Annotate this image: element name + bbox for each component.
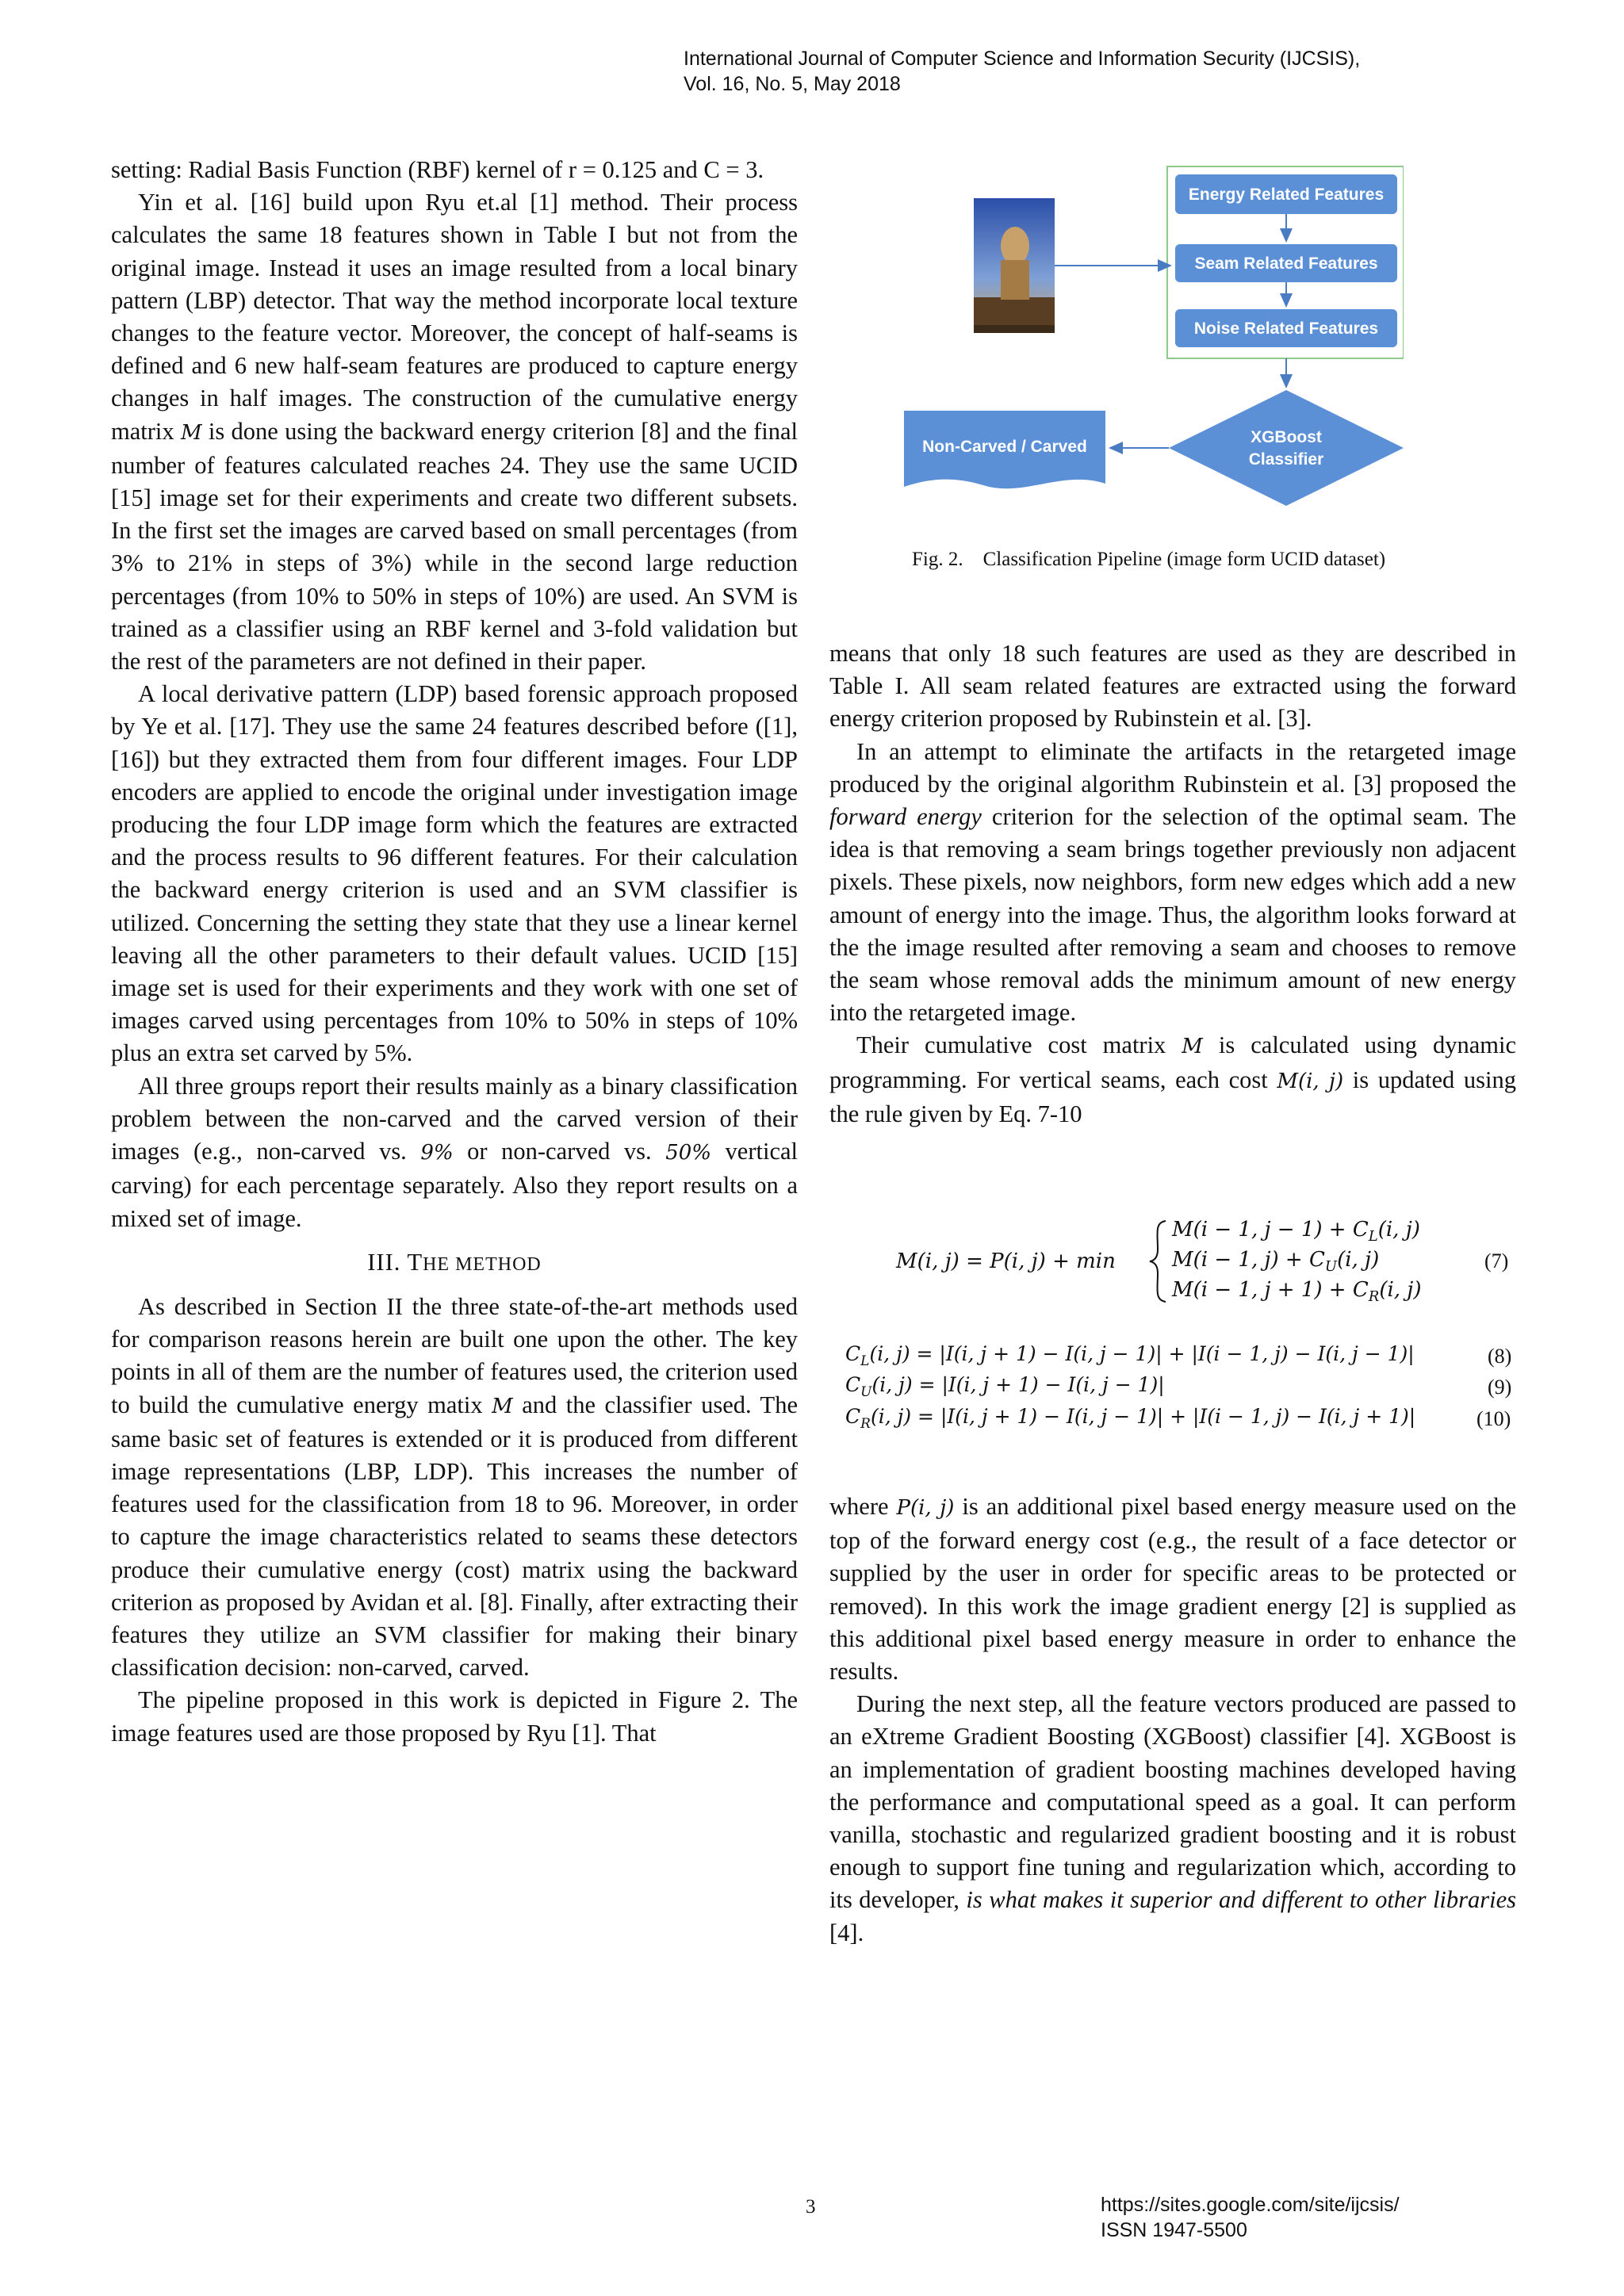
svg-text:Non-Carved / Carved: Non-Carved / Carved <box>922 438 1087 456</box>
xgboost-classifier-diamond <box>1169 390 1404 506</box>
paragraph-cost-matrix: Their cumulative cost matrix M is calculated using dynamic programming. For vertical seams, each cost M(i, j) is updated using the rule given by Eq. 7-10 <box>829 1031 1516 1127</box>
paragraph-pixel-energy: where P(i, j) is an additional pixel based energy measure used on the top of the forward energy cost (e.g., the result of a face detector or supplied by the user in order for specific areas to be protected or removed). In this work the image gradient energy [2] is supplied as this additional pixel based energy measure in order to enhance the results. <box>829 1493 1517 1686</box>
sample-image <box>974 198 1055 333</box>
paragraph-setting: setting: Radial Basis Function (RBF) kernel of r = 0.125 and C = 3. <box>111 156 764 183</box>
header-volume: Vol. 16, No. 5, May 2018 <box>684 73 901 95</box>
equation-8: $C_L(i$, j) = |I(i, j + 1) − I(i, j − 1)| + |I(i − 1, j) − I(i, j − 1)| <box>845 1342 1415 1369</box>
paragraph-xgboost: During the next step, all the feature vectors produced are passed to an eXtreme Gradient Boosting (XGBoost) classifier [4]. XGBoost is an implementation of gradient boosting machines developed having the performance and computational speed as a goal. It can perform vanilla, stochastic and regularized gradient boosting and it is robust enough to support fine tuning and regularization which, according to its developer, is what makes it superior and different to other libraries [4]. <box>829 1690 1517 1946</box>
equation-10-number: (10) <box>1477 1407 1511 1430</box>
paragraph-ldp: A local derivative pattern (LDP) based forensic approach proposed by Ye et al. [17]. They use the same 24 features described before ([1], [16]) but they extracted them from four different images. Four LDP encoders are applied to encode the original under investigation image producing the four LDP image form which the features are extracted and the process results to 96 different features. For their calculation the backward energy criterion is used and an SVM classifier is utilized. Concerning the setting they state that they use a linear kernel leaving all the other parameters to their default values. UCID [15] image set is used for their experiments and they work with one set of images carved using percentages from 10% to 50% in steps of 10% plus an extra set carved by 5%. <box>111 680 798 1067</box>
equation-9-number: (9) <box>1488 1376 1512 1399</box>
box-seam-features <box>1175 244 1397 282</box>
pipeline-figure <box>896 159 1404 531</box>
equation-10: $C_R(i$, j) = |I(i, j + 1) − I(i, j − 1)| + |I(i − 1, j) − I(i, j + 1)| <box>845 1405 1416 1432</box>
right-column-bottom <box>829 1490 1516 1950</box>
equation-7-number: (7) <box>1484 1249 1509 1272</box>
svg-text:Energy Related Features: Energy Related Features <box>1188 186 1385 204</box>
math-9pct: 9% <box>420 1141 454 1165</box>
footer-info <box>1101 2192 1400 2243</box>
paragraph-pipeline: The pipeline proposed in this work is depicted in Figure 2. The image features used are those proposed by Ryu [1]. That <box>111 1686 798 1747</box>
math-50pct: 50% <box>665 1141 711 1165</box>
output-document <box>904 411 1105 488</box>
svg-text:Seam Related Features: Seam Related Features <box>1194 254 1378 273</box>
page-number: 3 <box>806 2196 816 2218</box>
paragraph-results: All three groups report their results mainly as a binary classification problem between the non-carved and the carved version of their images (e.g., non-carved vs. 9% or non-carved vs. 50% vertical carving) for each percentage separately. Also they report results on a mixed set of image. <box>111 1072 798 1232</box>
emphasis-forward-energy: forward energy <box>829 803 982 831</box>
equation-7: M(i, j) = P(i, j) + min M(i − 1, $j - 1) + C_L(i$, j) M(i − 1, $j) + C_U(i$, j) M(i − 1, $j + 1) + C_R(i$, j) <box>896 1218 1422 1306</box>
equation-9: $C_U(i$, j) = |I(i, j + 1) − I(i, j − 1)| <box>845 1373 1165 1400</box>
footer-issn: ISSN 1947-5500 <box>1101 2219 1247 2241</box>
math-M: M <box>180 420 202 445</box>
left-column <box>111 154 798 1750</box>
paragraph-forward-energy: In an attempt to eliminate the artifacts in the retargeted image produced by the original algorithm Rubinstein et al. [3] proposed the forward energy criterion for the selection of the optimal seam. The idea is that removing a seam brings together previously non adjacent pixels. These pixels, now neighbors, form new edges which add a new amount of energy into the image. Thus, the algorithm looks forward at the the image resulted after removing a seam and chooses to remove the seam whose removal adds the minimum amount of new energy into the retargeted image. <box>829 737 1516 1027</box>
svg-text:Noise Related Features: Noise Related Features <box>1193 320 1379 338</box>
section-heading: III. THE METHOD <box>367 1248 542 1276</box>
footer-url: https://sites.google.com/site/ijcsis/ <box>1101 2194 1400 2216</box>
box-noise-features <box>1175 309 1397 347</box>
running-header <box>684 46 1360 97</box>
equation-8-number: (8) <box>1488 1345 1512 1368</box>
right-column-top <box>829 637 1516 1131</box>
svg-text:XGBoost: XGBoost <box>1251 428 1322 446</box>
left-brace <box>1147 1218 1170 1305</box>
box-energy-features <box>1175 174 1397 214</box>
emphasis-superior: is what makes it superior and different to other libraries <box>966 1886 1517 1914</box>
paragraph-features: means that only 18 such features are used as they are described in Table I. All seam related features are extracted using the forward energy criterion proposed by Rubinstein et al. [3]. <box>829 640 1516 733</box>
svg-text:Classifier: Classifier <box>1248 450 1324 469</box>
math-M: M <box>492 1394 513 1418</box>
paragraph-method: As described in Section II the three state-of-the-art methods used for comparison reasons herein are built one upon the other. The key points in all of them are the number of features used, the criterion used to build the cumulative energy matix M and the classifier used. The same basic set of features is extended or it is produced from different image representations (LBP, LDP). This increases the number of features used for the classification from 18 to 96. Moreover, in order to capture the image characteristics related to seams these detectors produce their cumulative energy (cost) matrix using the backward criterion as proposed by Avidan et al. [8]. Finally, after extracting their features they utilize an SVM classifier for making their binary classification decision: non-carved, carved. <box>111 1292 798 1682</box>
header-journal: International Journal of Computer Science and Information Security (IJCSIS), <box>684 48 1361 70</box>
paragraph-yin: Yin et al. [16] build upon Ryu et.al [1] method. Their process calculates the same 18 features shown in Table I but not from the original image. Instead it uses an image resulted from a local binary pattern (LBP) detector. That way the method incorporate local texture changes to the feature vector. Moreover, the concept of half-seams is defined and 6 new half-seam features are produced to capture energy changes in half images. The construction of the cumulative energy matrix M is done using the backward energy criterion [8] and the final number of features calculated reaches 24. They use the same UCID [15] image set for their experiments and create two different subsets. In the first set the images are carved based on small percentages (from 3% to 21% in steps of 3%) while in the second large reduction percentages (from 10% to 50% in steps of 10%) are used. An SVM is trained as a classifier using an RBF kernel and 3-fold validation but the rest of the parameters are not defined in their paper. <box>111 189 798 675</box>
figure-caption: Fig. 2. Classification Pipeline (image form UCID dataset) <box>912 549 1386 570</box>
